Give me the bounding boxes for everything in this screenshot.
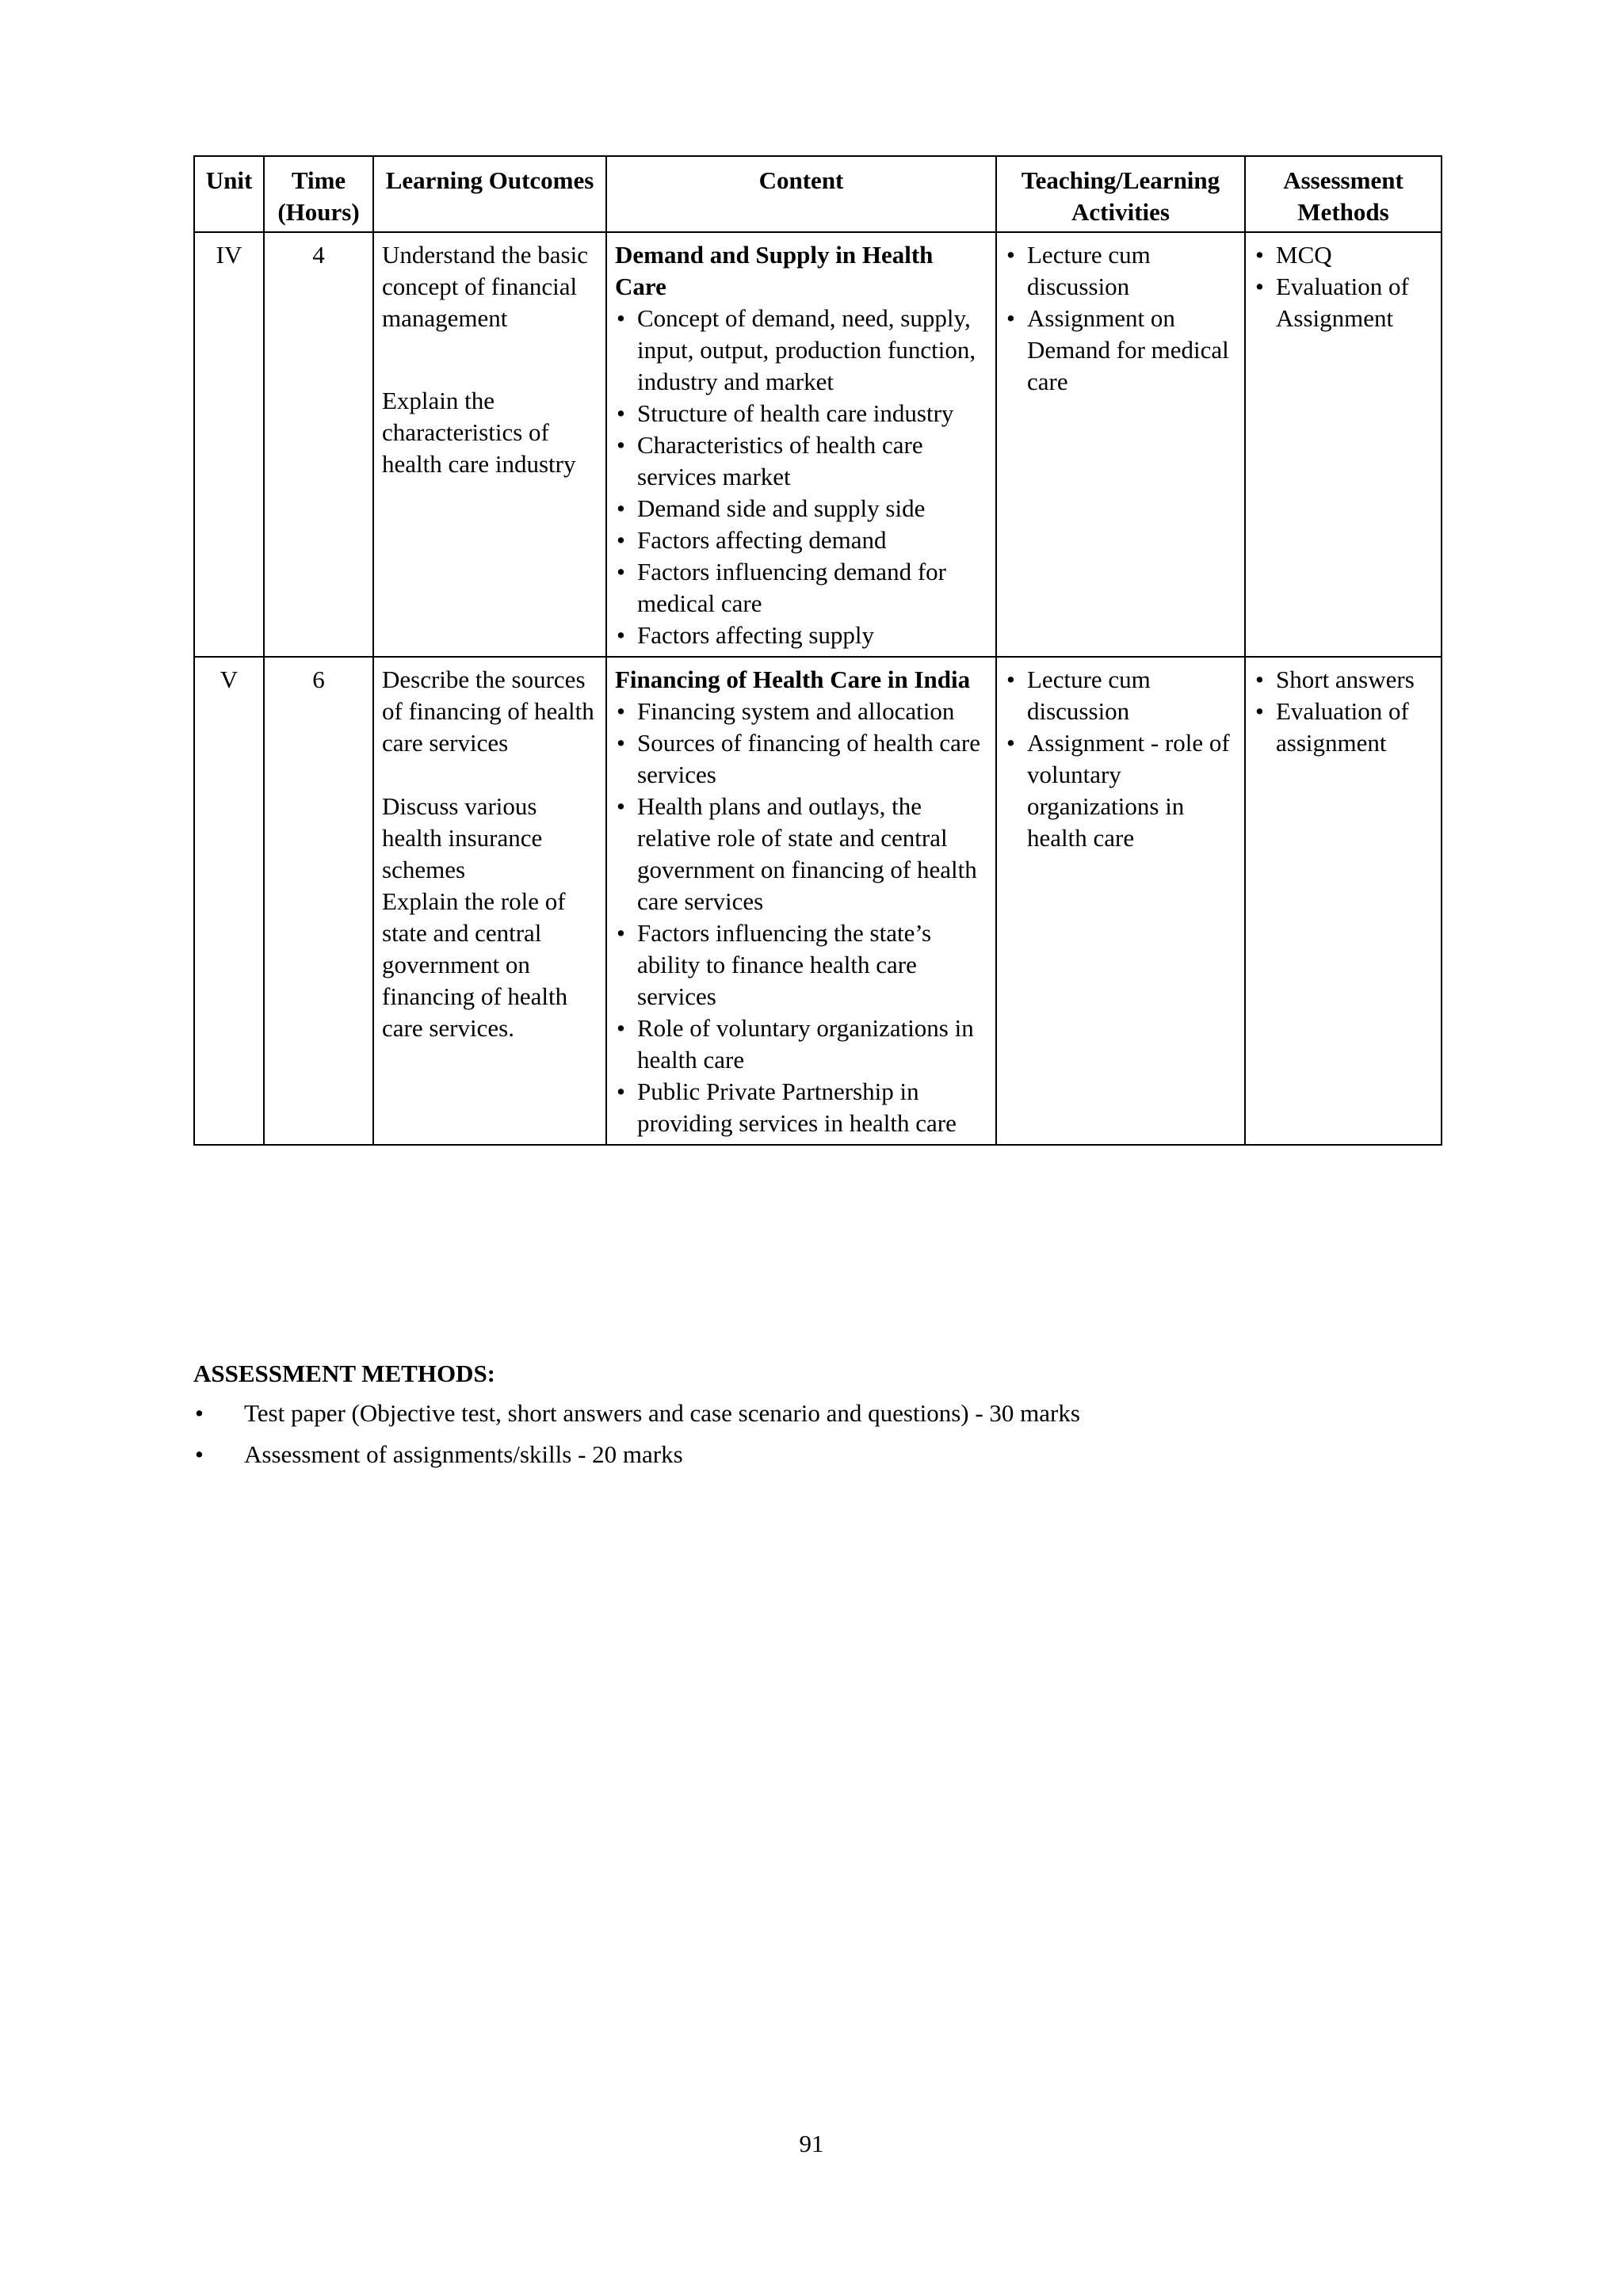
header-assessment-methods: Assessment Methods — [1245, 156, 1442, 232]
content-list — [615, 303, 987, 651]
unit-cell: IV — [194, 232, 264, 657]
content-title: Financing of Health Care in India — [615, 666, 971, 693]
activity-item: • Assignment - role of voluntary organizations in health care — [1005, 727, 1236, 854]
learning-outcomes-cell — [373, 657, 606, 1145]
assessment-item: • Evaluation of Assignment — [1254, 271, 1433, 334]
learning-outcome: Explain the role of state and central government on financing of health care services. — [382, 887, 568, 1042]
activity-item: • Assignment on Demand for medical care — [1005, 303, 1236, 398]
activities-cell — [996, 232, 1245, 657]
content-item: • Characteristics of health care services market — [615, 429, 987, 493]
assessment-methods-list — [193, 1398, 1441, 1470]
content-list — [615, 696, 987, 1139]
assessment-methods-section — [193, 1358, 1441, 1480]
assessment-item: • Short answers — [1254, 664, 1433, 696]
content-cell — [606, 657, 996, 1145]
header-learning-outcomes: Learning Outcomes — [373, 156, 606, 232]
content-item: • Structure of health care industry — [615, 398, 987, 429]
activities-list — [1005, 239, 1236, 398]
unit-cell: V — [194, 657, 264, 1145]
learning-outcomes-cell — [373, 232, 606, 657]
assessment-list — [1254, 664, 1433, 759]
table-header-row — [194, 156, 1442, 232]
assessment-method-item: • Assessment of assignments/skills - 20 marks — [193, 1439, 1441, 1470]
assessment-item: • MCQ — [1254, 239, 1433, 271]
content-item: • Financing system and allocation — [615, 696, 987, 727]
learning-outcome: Understand the basic concept of financial management — [382, 241, 588, 332]
content-item: • Sources of financing of health care services — [615, 727, 987, 791]
content-item: • Role of voluntary organizations in health care — [615, 1013, 987, 1076]
table-row — [194, 232, 1442, 657]
content-title: Demand and Supply in Health Care — [615, 241, 934, 300]
content-item: • Factors affecting demand — [615, 524, 987, 556]
content-item: • Health plans and outlays, the relative role of state and central government on financing of health care services — [615, 791, 987, 917]
assessment-method-item: • Test paper (Objective test, short answers and case scenario and questions) - 30 marks — [193, 1398, 1441, 1429]
time-cell: 6 — [264, 657, 373, 1145]
assessment-list — [1254, 239, 1433, 334]
time-cell: 4 — [264, 232, 373, 657]
content-item: • Demand side and supply side — [615, 493, 987, 524]
page-number: 91 — [799, 2130, 824, 2157]
assessment-item: • Evaluation of assignment — [1254, 696, 1433, 759]
learning-outcome: Describe the sources of financing of health care services — [382, 666, 594, 757]
activities-list — [1005, 664, 1236, 854]
header-teaching-activities: Teaching/Learning Activities — [996, 156, 1245, 232]
learning-outcome: Explain the characteristics of health care industry — [382, 387, 576, 478]
assessment-cell — [1245, 657, 1442, 1145]
content-cell — [606, 232, 996, 657]
learning-outcome: Discuss various health insurance schemes — [382, 792, 543, 883]
content-item: • Factors influencing demand for medical care — [615, 556, 987, 620]
activity-item: • Lecture cum discussion — [1005, 239, 1236, 303]
table-row — [194, 657, 1442, 1145]
header-time: Time (Hours) — [264, 156, 373, 232]
assessment-methods-heading: ASSESSMENT METHODS: — [193, 1360, 496, 1387]
header-unit: Unit — [194, 156, 264, 232]
assessment-cell — [1245, 232, 1442, 657]
content-item: • Factors affecting supply — [615, 620, 987, 651]
content-item: • Factors influencing the state’s ability to finance health care services — [615, 917, 987, 1013]
content-item: • Public Private Partnership in providing services in health care — [615, 1076, 987, 1139]
activities-cell — [996, 657, 1245, 1145]
activity-item: • Lecture cum discussion — [1005, 664, 1236, 727]
syllabus-table — [193, 155, 1442, 1146]
header-content: Content — [606, 156, 996, 232]
content-item: • Concept of demand, need, supply, input, output, production function, industry and market — [615, 303, 987, 398]
